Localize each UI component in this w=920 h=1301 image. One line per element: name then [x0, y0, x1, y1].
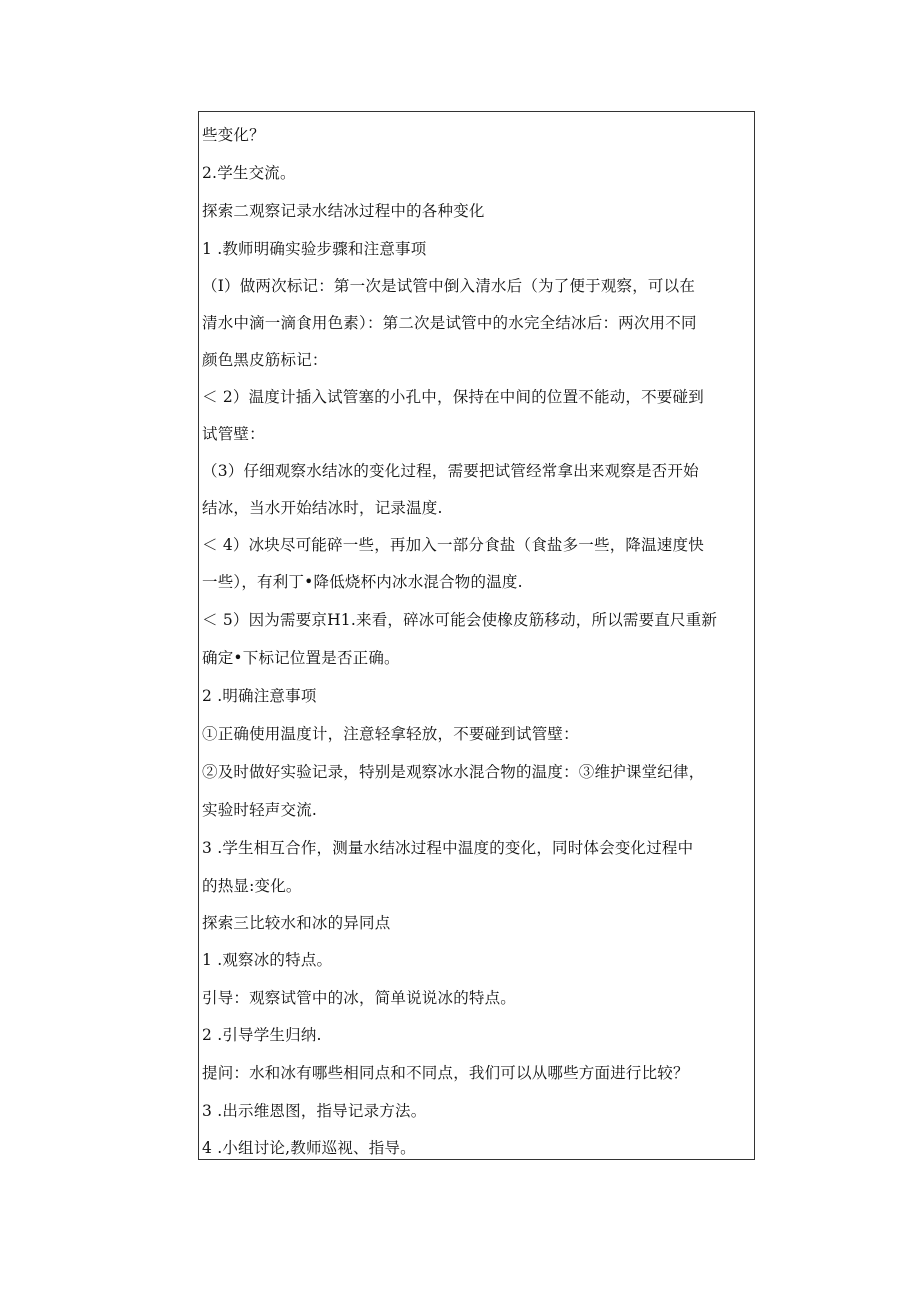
text-line: 些变化？	[202, 126, 265, 144]
text-line: ＜ 4）冰块尽可能碎一些，再加入一部分食盐（食盐多一些，降温速度快	[202, 536, 704, 554]
text-line: 引导：观察试管中的冰，简单说说冰的特点。	[202, 989, 517, 1007]
list-item: 2 .引导学生归纳.	[202, 1026, 322, 1044]
text-line: 清水中滴一滴食用色素）：第二次是试管中的水完全结冰后：两次用不同	[202, 314, 697, 332]
text-line: （I）做两次标记：第一次是试管中倒入清水后（为了便于观察，可以在	[202, 277, 696, 295]
section-heading: 探索三比较水和冰的异同点	[202, 914, 391, 932]
list-item: 4 .小组讨论,教师巡视、指导。	[202, 1139, 416, 1157]
text-line: 提问：水和冰有哪些相同点和不同点，我们可以从哪些方面进行比较？	[202, 1064, 689, 1082]
text-line: 的热显:变化。	[202, 877, 302, 895]
text-line: 颜色黑皮筋标记：	[202, 351, 328, 369]
text-line: 确定•下标记位置是否正确。	[202, 649, 400, 667]
list-item: 3 .学生相互合作，测量水结冰过程中温度的变化，同时体会变化过程中	[202, 839, 694, 857]
text-line: （3）仔细观察水结冰的变化过程，需要把试管经常拿出来观察是否开始	[202, 462, 699, 480]
text-line: ＜ 2）温度计插入试管塞的小孔中，保持在中间的位置不能动，不要碰到	[202, 388, 704, 406]
text-line: 结冰，当水开始结冰时，记录温度.	[202, 499, 443, 517]
section-heading: 探索二观察记录水结冰过程中的各种变化	[202, 202, 485, 220]
text-line: 试管壁：	[202, 425, 265, 443]
text-line: ＜ 5）因为需要京H1.来看，碎冰可能会使橡皮筋移动，所以需要直尺重新	[202, 611, 718, 629]
text-line: 一些），有利丁•降低烧杯内冰水混合物的温度.	[202, 573, 523, 591]
text-line: 2.学生交流。	[202, 164, 296, 182]
list-item: 2 .明确注意事项	[202, 687, 317, 705]
list-item: 1 .教师明确实验步骤和注意事项	[202, 240, 427, 258]
list-item: 3 .出示维恩图，指导记录方法。	[202, 1102, 427, 1120]
text-line: ②及时做好实验记录，特别是观察冰水混合物的温度：③维护课堂纪律，	[202, 763, 705, 781]
text-line: 实验时轻声交流.	[202, 801, 318, 819]
text-line: ①正确使用温度计，注意轻拿轻放，不要碰到试管壁：	[202, 725, 579, 743]
list-item: 1 .观察冰的特点。	[202, 951, 333, 969]
